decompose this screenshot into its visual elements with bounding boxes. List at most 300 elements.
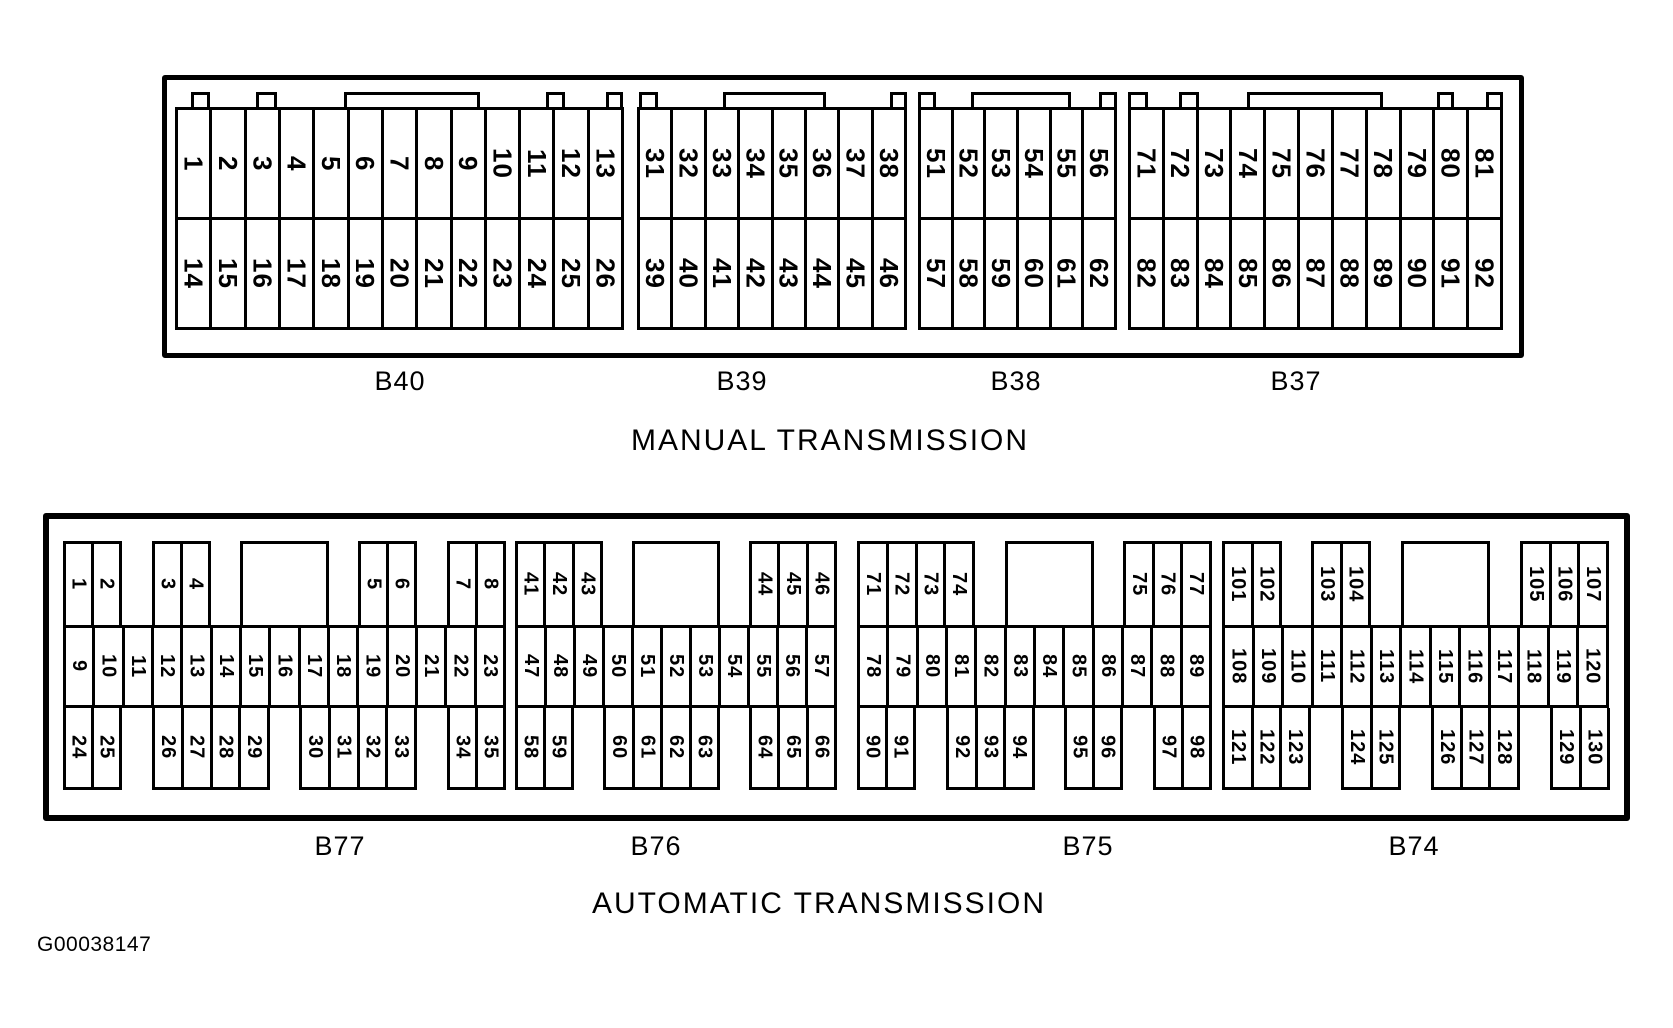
pin-segment-bottom xyxy=(447,708,506,790)
pin-number: 34 xyxy=(451,735,474,760)
pin-number: 122 xyxy=(1255,729,1278,766)
pin-number: 101 xyxy=(1226,566,1249,603)
pin-cell xyxy=(1429,628,1459,705)
pin-cell xyxy=(640,110,670,217)
pin-segment-top xyxy=(515,541,603,625)
pin-cell xyxy=(361,544,386,625)
pin-number: 16 xyxy=(247,258,278,289)
pin-cell xyxy=(1488,708,1517,787)
pin-cell xyxy=(238,708,267,787)
pin-number: 33 xyxy=(390,735,413,760)
pin-number: 57 xyxy=(810,654,832,679)
connector-label-B76: B76 xyxy=(630,831,682,861)
pin-cell xyxy=(1281,628,1311,705)
pin-cell xyxy=(356,628,385,705)
pin-cell xyxy=(670,110,703,217)
pin-number: 42 xyxy=(740,258,771,289)
pin-cell xyxy=(151,628,180,705)
pin-number: 54 xyxy=(1018,148,1049,179)
pin-number: 34 xyxy=(740,148,771,179)
pin-number: 80 xyxy=(920,654,943,679)
pin-number: 2 xyxy=(212,155,243,172)
connector-label-B75: B75 xyxy=(1062,831,1114,861)
pin-number: 24 xyxy=(521,258,552,289)
pin-cell xyxy=(1016,110,1049,217)
pin-cell xyxy=(915,544,944,625)
pin-cell xyxy=(689,628,718,705)
pin-number: 71 xyxy=(861,572,884,597)
pin-number: 45 xyxy=(840,258,871,289)
pin-cell xyxy=(381,110,415,217)
pin-cell xyxy=(327,628,356,705)
pin-number: 86 xyxy=(1096,654,1119,679)
pin-cell xyxy=(209,220,243,327)
pin-number: 14 xyxy=(178,258,209,289)
pin-number: 58 xyxy=(519,735,542,760)
pin-cell xyxy=(943,544,972,625)
pin-cell xyxy=(1251,544,1280,625)
pin-segment-top xyxy=(358,541,417,625)
pin-number: 117 xyxy=(1493,648,1516,685)
pin-cell xyxy=(886,628,915,705)
pin-segment-top xyxy=(1311,541,1371,625)
pin-cell xyxy=(1263,220,1297,327)
pin-cell xyxy=(450,708,475,787)
pin-number: 73 xyxy=(1199,148,1230,179)
pin-number: 13 xyxy=(590,148,621,179)
pin-cell xyxy=(474,628,503,705)
pin-cell xyxy=(837,110,870,217)
pin-number: 105 xyxy=(1524,566,1547,603)
pin-segment-bottom xyxy=(299,708,417,790)
pin-number: 77 xyxy=(1185,572,1208,597)
pin-number: 81 xyxy=(1469,148,1500,179)
pin-cell xyxy=(945,628,974,705)
pin-number: 3 xyxy=(156,578,179,591)
pin-number: 113 xyxy=(1374,648,1397,685)
pin-number: 41 xyxy=(519,572,542,597)
pin-number: 127 xyxy=(1464,729,1487,766)
pin-cell xyxy=(1370,628,1400,705)
pin-cell xyxy=(771,220,804,327)
pin-cell xyxy=(1126,544,1152,625)
pin-number: 61 xyxy=(1051,258,1082,289)
pin-cell xyxy=(444,628,473,705)
pin-number: 20 xyxy=(384,258,415,289)
pin-number: 82 xyxy=(979,654,1002,679)
connector-group-B40 xyxy=(175,107,624,330)
pin-cell xyxy=(386,628,415,705)
keying-tab xyxy=(723,92,826,107)
pin-cell xyxy=(1252,628,1282,705)
pin-number: 32 xyxy=(673,148,704,179)
pin-cell xyxy=(871,110,904,217)
pin-segment-bottom xyxy=(946,708,1035,790)
pin-cell xyxy=(518,110,552,217)
pin-cell xyxy=(951,110,984,217)
pin-number: 28 xyxy=(214,735,237,760)
pin-number: 71 xyxy=(1131,148,1162,179)
pin-number: 53 xyxy=(694,654,716,679)
pin-cell xyxy=(1331,110,1365,217)
pin-number: 5 xyxy=(315,155,346,172)
pin-number: 87 xyxy=(1126,654,1149,679)
pin-cell xyxy=(1016,220,1049,327)
pin-number: 21 xyxy=(418,258,449,289)
pin-number: 112 xyxy=(1345,648,1368,685)
pin-number: 1 xyxy=(178,155,209,172)
pin-number: 121 xyxy=(1226,729,1249,766)
pin-cell xyxy=(66,628,92,705)
pin-cell xyxy=(860,544,886,625)
pin-cell xyxy=(312,220,346,327)
pin-number: 107 xyxy=(1582,566,1605,603)
pin-number: 23 xyxy=(478,654,501,679)
pin-number: 19 xyxy=(350,258,381,289)
pin-cell xyxy=(312,110,346,217)
pin-number: 89 xyxy=(1368,258,1399,289)
pin-cell xyxy=(777,708,805,787)
pin-cell xyxy=(921,110,951,217)
pin-cell xyxy=(1577,544,1606,625)
connector-label-B40: B40 xyxy=(374,366,426,396)
pin-number: 65 xyxy=(781,735,804,760)
pin-number: 95 xyxy=(1068,735,1091,760)
pin-cell xyxy=(518,628,544,705)
keying-tab xyxy=(890,92,907,107)
pin-number: 55 xyxy=(752,654,774,679)
pin-number: 15 xyxy=(212,258,243,289)
pin-cell xyxy=(1067,708,1092,787)
pin-number: 77 xyxy=(1334,148,1365,179)
pin-number: 118 xyxy=(1522,648,1545,685)
pin-number: 4 xyxy=(184,578,207,591)
pin-number: 98 xyxy=(1185,735,1208,760)
pin-cell xyxy=(381,220,415,327)
pin-cell xyxy=(606,708,632,787)
pin-number: 114 xyxy=(1404,648,1427,685)
pin-number: 103 xyxy=(1315,566,1338,603)
pin-cell xyxy=(385,708,414,787)
pin-number: 26 xyxy=(590,258,621,289)
pin-segment-bottom xyxy=(1153,708,1212,790)
pin-number: 43 xyxy=(576,572,599,597)
pin-row-bottom xyxy=(640,217,904,327)
pin-cell xyxy=(572,544,600,625)
pin-cell xyxy=(155,544,180,625)
connector-group-B38 xyxy=(918,107,1117,330)
pin-number: 126 xyxy=(1435,729,1458,766)
pin-cell xyxy=(771,110,804,217)
pin-number: 128 xyxy=(1493,729,1516,766)
pin-number: 102 xyxy=(1255,566,1278,603)
pin-segment-bottom xyxy=(152,708,270,790)
pin-number: 10 xyxy=(487,148,518,179)
pin-segment-bottom xyxy=(63,708,122,790)
pin-cell xyxy=(484,220,518,327)
pin-segment-top xyxy=(749,541,837,625)
pin-number: 76 xyxy=(1156,572,1179,597)
manual-transmission-caption: MANUAL TRANSMISSION xyxy=(630,424,1030,457)
pin-cell xyxy=(181,708,210,787)
pin-number: 17 xyxy=(281,258,312,289)
pin-number: 4 xyxy=(281,155,312,172)
blank-keyway xyxy=(240,541,329,625)
pin-cell xyxy=(660,628,689,705)
pin-number: 83 xyxy=(1165,258,1196,289)
pin-number: 74 xyxy=(948,572,971,597)
pin-number: 46 xyxy=(810,572,833,597)
pin-cell xyxy=(1251,708,1280,787)
pin-cell xyxy=(951,220,984,327)
pin-cell xyxy=(66,708,91,787)
pin-cell xyxy=(704,110,737,217)
pin-number: 59 xyxy=(547,735,570,760)
pin-number: 111 xyxy=(1315,649,1338,684)
keying-tab xyxy=(191,92,210,107)
pin-segment-top xyxy=(1520,541,1609,625)
keying-tab xyxy=(1437,92,1454,107)
pin-number: 56 xyxy=(1084,148,1115,179)
pin-number: 12 xyxy=(156,654,179,679)
pin-number: 50 xyxy=(607,654,629,679)
pin-number: 20 xyxy=(390,654,413,679)
pin-cell xyxy=(386,544,414,625)
pin-row-top xyxy=(178,110,621,217)
pin-row-middle-B76 xyxy=(515,625,837,708)
pin-cell xyxy=(1003,708,1032,787)
pin-number: 57 xyxy=(921,258,951,289)
pin-cell xyxy=(1229,110,1263,217)
pin-number: 62 xyxy=(664,735,687,760)
pin-cell xyxy=(1432,220,1466,327)
pin-cell xyxy=(278,220,312,327)
pin-cell xyxy=(178,110,209,217)
pin-cell xyxy=(573,628,602,705)
pin-number: 7 xyxy=(384,155,415,172)
pin-cell xyxy=(1399,110,1433,217)
pin-number: 26 xyxy=(156,735,179,760)
pin-cell xyxy=(860,628,886,705)
pin-number: 72 xyxy=(890,572,913,597)
pin-number: 91 xyxy=(1435,258,1466,289)
pin-cell xyxy=(484,110,518,217)
pin-cell xyxy=(860,708,885,787)
pin-cell xyxy=(737,110,770,217)
pin-number: 116 xyxy=(1463,648,1486,685)
pin-cell xyxy=(871,220,904,327)
pin-number: 84 xyxy=(1199,258,1230,289)
pin-number: 110 xyxy=(1286,648,1309,685)
pin-number: 55 xyxy=(1051,148,1082,179)
pin-segment-top xyxy=(1222,541,1282,625)
pin-cell xyxy=(1344,708,1370,787)
pin-cell xyxy=(1263,110,1297,217)
pin-cell xyxy=(268,628,297,705)
pin-cell xyxy=(543,544,571,625)
pin-number: 22 xyxy=(453,258,484,289)
pin-number: 89 xyxy=(1184,654,1207,679)
blank-keyway xyxy=(1005,541,1094,625)
pin-cell xyxy=(1370,708,1399,787)
pin-segment-bottom xyxy=(515,708,574,790)
pin-cell xyxy=(777,544,805,625)
pin-number: 59 xyxy=(986,258,1017,289)
pin-cell xyxy=(587,110,621,217)
pin-number: 27 xyxy=(185,735,208,760)
pin-number: 5 xyxy=(362,578,385,591)
pin-cell xyxy=(921,220,951,327)
pin-cell xyxy=(1062,628,1091,705)
pin-number: 31 xyxy=(332,735,355,760)
pin-number: 30 xyxy=(303,735,326,760)
pin-cell xyxy=(974,628,1003,705)
keying-tab xyxy=(1247,92,1383,107)
pin-cell xyxy=(752,708,777,787)
pin-number: 91 xyxy=(889,735,912,760)
pin-cell xyxy=(949,708,975,787)
pin-number: 82 xyxy=(1131,258,1162,289)
pin-number: 39 xyxy=(640,258,671,289)
pin-cell xyxy=(210,708,239,787)
pin-cell xyxy=(1340,628,1370,705)
pin-cell xyxy=(1180,544,1209,625)
pin-number: 48 xyxy=(549,654,571,679)
pin-cell xyxy=(1466,220,1500,327)
keying-tab xyxy=(546,92,565,107)
pin-cell xyxy=(1033,628,1062,705)
pin-cell xyxy=(1432,110,1466,217)
pin-number: 44 xyxy=(753,572,776,597)
pin-cell xyxy=(210,628,239,705)
pin-number: 31 xyxy=(640,148,671,179)
pin-number: 35 xyxy=(773,148,804,179)
pin-cell xyxy=(1365,220,1399,327)
pin-cell xyxy=(1049,220,1082,327)
pin-number: 46 xyxy=(873,258,904,289)
pin-cell xyxy=(704,220,737,327)
pin-number: 85 xyxy=(1232,258,1263,289)
pin-cell xyxy=(1081,110,1114,217)
pin-cell xyxy=(155,708,181,787)
pin-cell xyxy=(1311,628,1341,705)
pin-number: 40 xyxy=(673,258,704,289)
pin-number: 24 xyxy=(67,735,90,760)
pin-cell xyxy=(1297,110,1331,217)
pin-row-top xyxy=(640,110,904,217)
pin-number: 92 xyxy=(1469,258,1500,289)
pin-cell xyxy=(543,708,571,787)
pin-cell xyxy=(1279,708,1308,787)
pin-number: 3 xyxy=(247,155,278,172)
pin-number: 64 xyxy=(753,735,776,760)
pin-number: 25 xyxy=(95,735,118,760)
pin-number: 66 xyxy=(810,735,833,760)
pin-cell xyxy=(450,110,484,217)
pin-cell xyxy=(1579,708,1608,787)
pin-number: 8 xyxy=(479,578,502,591)
pin-number: 90 xyxy=(1401,258,1432,289)
pin-cell xyxy=(209,110,243,217)
pin-cell xyxy=(1081,220,1114,327)
pin-number: 72 xyxy=(1165,148,1196,179)
pin-number: 47 xyxy=(520,654,542,679)
pin-row-middle-B74 xyxy=(1222,625,1609,708)
pin-cell xyxy=(1553,708,1579,787)
pin-number: 84 xyxy=(1038,654,1061,679)
pin-number: 88 xyxy=(1155,654,1178,679)
pin-cell xyxy=(552,220,586,327)
pin-number: 12 xyxy=(556,148,587,179)
pin-cell xyxy=(1225,708,1251,787)
pin-number: 78 xyxy=(1368,148,1399,179)
pin-cell xyxy=(66,544,91,625)
pin-number: 120 xyxy=(1581,648,1604,685)
pin-row-top xyxy=(921,110,1114,217)
pin-number: 51 xyxy=(636,654,658,679)
pin-cell xyxy=(450,220,484,327)
pin-number: 92 xyxy=(950,735,973,760)
connector-group-B39 xyxy=(637,107,907,330)
pin-cell xyxy=(1181,708,1209,787)
pin-number: 115 xyxy=(1433,648,1456,685)
pin-number: 53 xyxy=(986,148,1017,179)
pin-cell xyxy=(475,708,503,787)
pin-number: 94 xyxy=(1008,735,1031,760)
pin-cell xyxy=(244,110,278,217)
blank-keyway xyxy=(1401,541,1490,625)
pin-cell xyxy=(1049,110,1082,217)
pin-number: 86 xyxy=(1266,258,1297,289)
pin-number: 52 xyxy=(665,654,687,679)
pin-number: 63 xyxy=(693,735,716,760)
pin-number: 106 xyxy=(1553,566,1576,603)
pin-row-bottom xyxy=(921,217,1114,327)
keying-tab xyxy=(256,92,277,107)
pin-cell xyxy=(660,708,689,787)
pin-number: 83 xyxy=(1008,654,1031,679)
pin-number: 13 xyxy=(185,654,208,679)
pin-cell xyxy=(1340,544,1369,625)
pin-cell xyxy=(180,628,209,705)
pin-number: 25 xyxy=(556,258,587,289)
pin-number: 85 xyxy=(1067,654,1090,679)
pin-cell xyxy=(91,708,119,787)
pin-cell xyxy=(415,220,449,327)
pin-number: 56 xyxy=(781,654,803,679)
pin-cell xyxy=(1488,628,1518,705)
pin-cell xyxy=(1131,220,1162,327)
blank-keyway xyxy=(632,541,720,625)
pin-number: 97 xyxy=(1157,735,1180,760)
figure-code: G00038147 xyxy=(37,933,152,956)
pin-number: 45 xyxy=(781,572,804,597)
pin-cell xyxy=(718,628,747,705)
keying-tab xyxy=(1128,92,1148,107)
pin-number: 104 xyxy=(1344,566,1367,603)
pin-number: 51 xyxy=(921,148,951,179)
pin-cell xyxy=(1156,708,1181,787)
pin-cell xyxy=(1576,628,1606,705)
pin-cell xyxy=(1196,110,1230,217)
keying-tab xyxy=(971,92,1071,107)
pin-cell xyxy=(239,628,268,705)
pin-cell xyxy=(518,708,543,787)
pin-cell xyxy=(804,110,837,217)
pin-number: 18 xyxy=(315,258,346,289)
pin-cell xyxy=(776,628,805,705)
pin-segment-top xyxy=(63,541,122,625)
